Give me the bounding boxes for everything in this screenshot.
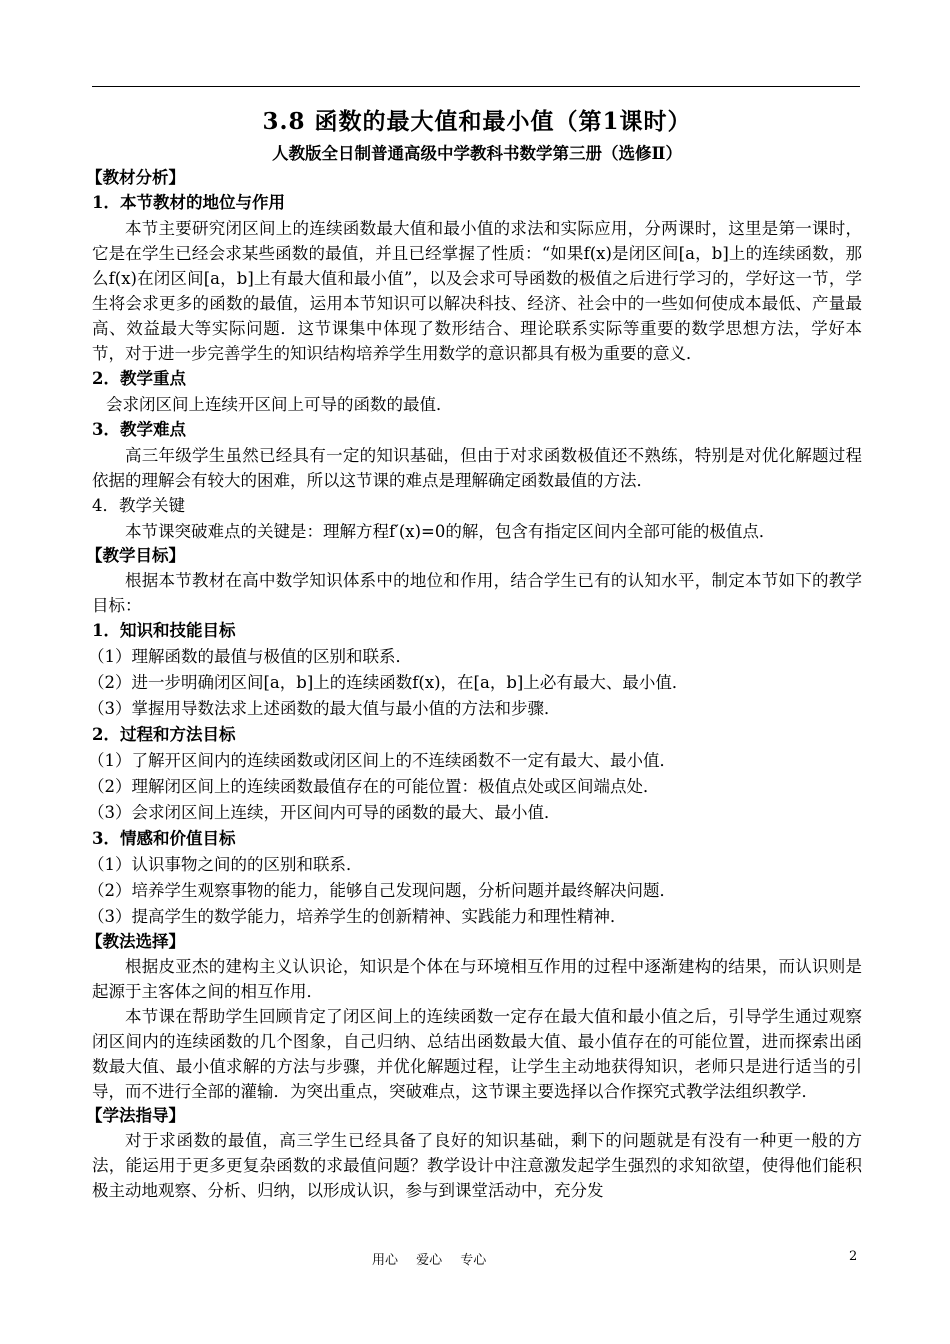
paragraph: 根据皮亚杰的建构主义认识论，知识是个体在与环境相互作用的过程中逐渐建构的结果，而认识则是起源于主客体之间的相互作用． — [92, 957, 862, 1001]
list-item: （3）掌握用导数法求上述函数的最大值与最小值的方法和步骤． — [88, 699, 561, 718]
list-item: （1）理解函数的最值与极值的区别和联系． — [88, 647, 412, 666]
document-body — [86, 104, 862, 1203]
page-title: 3.8 函数的最大值和最小值（第1课时） — [262, 108, 692, 135]
subsection-heading: 3．情感和价值目标 — [92, 829, 236, 848]
footer-motto: 用心 爱心 专心 — [372, 1253, 487, 1268]
page-number: 2 — [849, 1249, 858, 1264]
paragraph: 本节课突破难点的关键是：理解方程f′(x)=0的解，包含有指定区间内全部可能的极值点． — [125, 522, 776, 541]
subsection-heading: 2．教学重点 — [92, 369, 186, 388]
page-footer — [0, 1249, 950, 1273]
paragraph: 根据本节教材在高中数学知识体系中的地位和作用，结合学生已有的认知水平，制定本节如下的教学目标： — [92, 571, 862, 615]
subsection-heading: 1．本节教材的地位与作用 — [92, 193, 285, 212]
paragraph: 本节课在帮助学生回顾肯定了闭区间上的连续函数一定存在最大值和最小值之后，引导学生通过观察闭区间内的连续函数的几个图象，自己归纳、总结出函数最大值、最小值存在的可能位置，进而探索出函数最大值、最小值求解的方法与步骤，并优化解题过程，让学生主动地获得知识，老师只是进行适当的引导，而不进行全部的灌输．为突出重点，突破难点，这节课主要选择以合作探究式教学法组织教学． — [92, 1007, 862, 1101]
paragraph: 本节主要研究闭区间上的连续函数最大值和最小值的求法和实际应用，分两课时，这里是第一课时，它是在学生已经会求某些函数的最值，并且已经掌握了性质：“如果f(x)是闭区间[a，b]上的连续函数，那么f(x)在闭区间[a，b]上有最大值和最小值”，以及会求可导函数的极值之后进行学习的，学好这一节，学生将会求更多的函数的最值，运用本节知识可以解决科技、经济、社会中的一些如何使成本最低、产量最高、效益最大等实际问题．这节课集中体现了数形结合、理论联系实际等重要的数学思想方法，学好本节，对于进一步完善学生的知识结构培养学生用数学的意识都具有极为重要的意义． — [92, 219, 862, 363]
subsection-heading: 3．教学难点 — [92, 420, 186, 439]
list-item: （2）理解闭区间上的连续函数最值存在的可能位置：极值点处或区间端点处． — [88, 777, 660, 796]
list-item: （3）会求闭区间上连续，开区间内可导的函数的最大、最小值． — [88, 803, 561, 822]
header-rule — [92, 86, 860, 87]
list-item: （1）了解开区间内的连续函数或闭区间上的不连续函数不一定有最大、最小值． — [88, 751, 676, 770]
list-item: （3）提高学生的数学能力，培养学生的创新精神、实践能力和理性精神． — [88, 907, 627, 926]
subsection-heading: 4．教学关键 — [92, 496, 185, 515]
section-heading-analysis: 【教材分析】 — [86, 168, 185, 187]
section-heading-method: 【教法选择】 — [86, 932, 185, 951]
paragraph: 高三年级学生虽然已经具有一定的知识基础，但由于对求函数极值还不熟练，特别是对优化解题过程依据的理解会有较大的困难，所以这节课的难点是理解确定函数最值的方法． — [92, 446, 862, 490]
section-heading-study: 【学法指导】 — [86, 1106, 185, 1125]
page-subtitle: 人教版全日制普通高级中学教科书数学第三册（选修Ⅱ） — [272, 144, 682, 163]
list-item: （2）培养学生观察事物的能力，能够自己发现问题，分析问题并最终解决问题． — [88, 881, 676, 900]
paragraph: 会求闭区间上连续开区间上可导的函数的最值． — [106, 395, 453, 414]
paragraph: 对于求函数的最值，高三学生已经具备了良好的知识基础，剩下的问题就是有没有一种更一般的方法，能运用于更多更复杂函数的求最值问题？教学设计中注意激发起学生强烈的求知欲望，使得他们能积极主动地观察、分析、归纳，以形成认识，参与到课堂活动中，充分发 — [92, 1131, 862, 1200]
list-item: （1）认识事物之间的的区别和联系． — [88, 855, 363, 874]
subsection-heading: 2．过程和方法目标 — [92, 725, 236, 744]
subsection-heading: 1．知识和技能目标 — [92, 621, 236, 640]
section-heading-goals: 【教学目标】 — [86, 546, 185, 565]
list-item: （2）进一步明确闭区间[a，b]上的连续函数f(x)，在[a，b]上必有最大、最小值． — [88, 673, 689, 692]
